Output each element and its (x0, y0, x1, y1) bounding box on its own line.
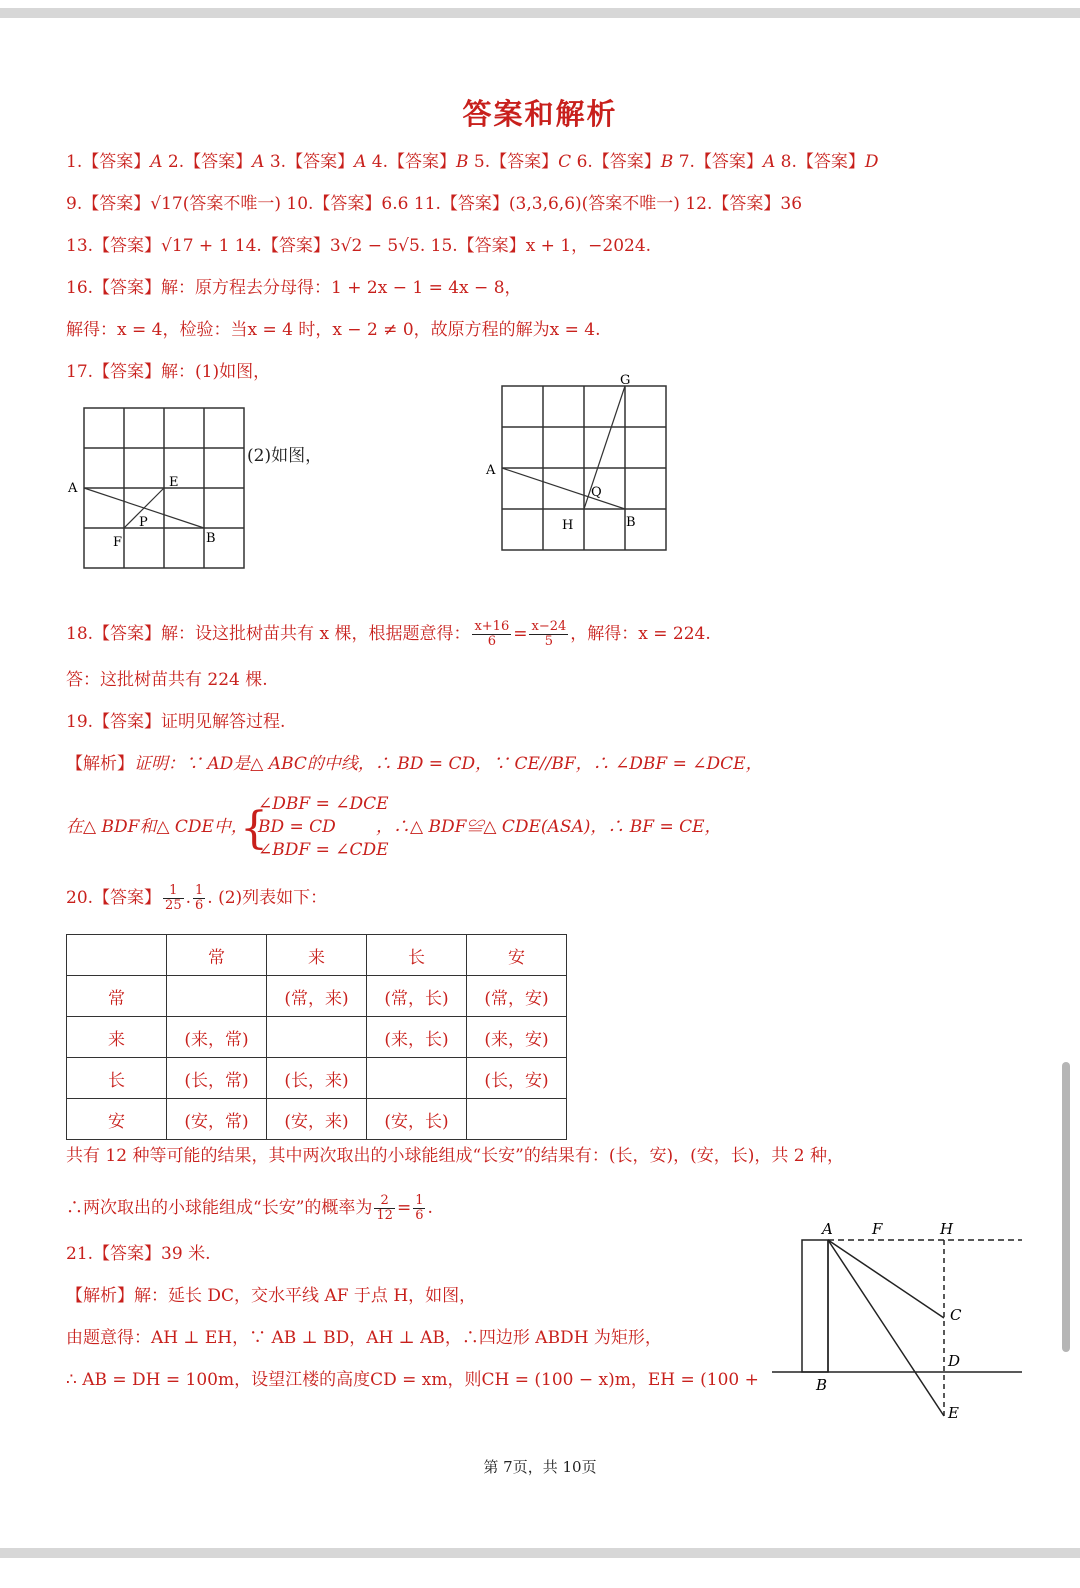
table-header-cell (67, 935, 167, 976)
fraction: $\frac{1}{6}$ (415, 1193, 424, 1223)
answer-value: 36 (780, 194, 803, 214)
point-label-a: A (68, 481, 78, 496)
answer-label: 15.【答案】 (430, 236, 526, 256)
answers-line-3 (66, 234, 651, 258)
answer-label: 14.【答案】 (234, 236, 330, 256)
grid-figure-2 (478, 370, 678, 560)
table-header-row (67, 935, 567, 976)
table-cell: (常，长) (367, 976, 467, 1017)
table-cell: (长，常) (167, 1058, 267, 1099)
answer-value: x + 1，−2024. (525, 236, 652, 256)
table-cell: (常，来) (267, 976, 367, 1017)
table-row (67, 1017, 567, 1058)
building-figure (772, 1210, 1032, 1420)
answer-text: . (2)列表如下： (207, 888, 328, 908)
point-label-d: D (948, 1352, 961, 1370)
table-cell: (长，来) (267, 1058, 367, 1099)
table-cell: (安，长) (367, 1099, 467, 1140)
table-cell (367, 1058, 467, 1099)
answer-label: 5.【答案】 (473, 152, 559, 172)
answer-21-analysis (66, 1284, 476, 1308)
table-cell: 来 (67, 1017, 167, 1058)
table-header-cell: 安 (467, 935, 567, 976)
outcome-table (66, 934, 567, 1140)
answer-17-part2: (2)如图， (247, 446, 323, 466)
answer-19-pre: 在△ BDF和△ CDE中， (66, 817, 248, 837)
fraction: $\frac{x-24}{5}$ (531, 619, 567, 649)
system-eq-3: ∠BDF = ∠CDE (258, 840, 389, 860)
answer-label: 3.【答案】 (269, 152, 355, 172)
answer-label: 11.【答案】 (413, 194, 509, 214)
table-header-cell: 长 (367, 935, 467, 976)
bottom-bar (0, 1548, 1080, 1558)
table-cell: 长 (67, 1058, 167, 1099)
answer-label: 2.【答案】 (167, 152, 253, 172)
answer-text: 39 米. (161, 1244, 211, 1264)
point-label-h: H (562, 518, 574, 533)
answer-21-step: ∴ AB = DH = 100m，设望江楼的高度CD = xm，则CH = (100 − x)m，EH = (100 + (66, 1370, 759, 1390)
answer-value: A (354, 152, 367, 172)
answer-value: C (558, 152, 572, 172)
answer-21-step: 由题意得：AH ⊥ EH，∵ AB ⊥ BD，AH ⊥ AB，∴四边形 ABDH 为矩形， (66, 1328, 662, 1348)
answer-label: 8.【答案】 (780, 152, 865, 172)
answer-label: 16.【答案】 (66, 278, 162, 298)
top-bar (0, 8, 1080, 18)
answer-value: (3,3,6,6)(答案不唯一) (508, 194, 680, 214)
point-label-p: P (139, 515, 148, 530)
answer-value: B (456, 152, 469, 172)
table-cell: (来，安) (467, 1017, 567, 1058)
table-header-cell: 来 (267, 935, 367, 976)
point-label-a: A (822, 1220, 833, 1238)
answer-label: 20.【答案】 (66, 888, 162, 908)
answer-19-post: ，∴△ BDF≌△ CDE(ASA)，∴ BF = CE， (376, 817, 722, 837)
table-cell: 常 (67, 976, 167, 1017)
answers-line-2 (66, 192, 802, 216)
answer-20-probability: ∴两次取出的小球能组成“长安”的概率为 $\frac{2}{12}$ = $\frac{1}{6}$ . (66, 1193, 433, 1223)
point-label-e: E (948, 1404, 959, 1420)
table-cell: (常，安) (467, 976, 567, 1017)
system-eq-2: BD = CD (258, 817, 336, 837)
answer-label: 19.【答案】 (66, 712, 162, 732)
table-cell: (安，常) (167, 1099, 267, 1140)
answer-18: 18.【答案】解：设这批树苗共有 x 棵，根据题意得： $\frac{x+16}{6}$ = $\frac{x-24}{5}$ ，解得：x = 224. (66, 619, 711, 649)
answer-value: D (864, 152, 879, 172)
fraction: $\frac{x+16}{6}$ (474, 619, 510, 649)
point-label-q: Q (591, 485, 602, 500)
answer-text: ∴两次取出的小球能组成“长安”的概率为 (66, 1198, 373, 1218)
table-cell (167, 976, 267, 1017)
answer-label: 1.【答案】 (66, 152, 151, 172)
answer-text: 解：原方程去分母得：1 + 2x − 1 = 4x − 8， (161, 278, 522, 298)
answer-value: B (660, 152, 674, 172)
point-label-g: G (620, 373, 631, 388)
answer-value: A (150, 152, 163, 172)
table-cell (467, 1099, 567, 1140)
answer-text: 证明见解答过程. (161, 712, 286, 732)
brace: { (240, 803, 268, 854)
answer-label: 6.【答案】 (576, 152, 661, 172)
point-label-h: H (940, 1220, 954, 1238)
answer-20-outcomes: 共有 12 种等可能的结果，其中两次取出的小球能组成“长安”的结果有：(长，安)，(安，长)，共 2 种， (66, 1146, 844, 1166)
answer-text: ，解得：x = 224. (570, 624, 711, 644)
answer-label: 12.【答案】 (685, 194, 781, 214)
point-label-a: A (486, 463, 496, 478)
answer-text: 解：设这批树苗共有 x 棵，根据题意得： (161, 624, 471, 644)
table-header-cell: 常 (167, 935, 267, 976)
page-title: 答案和解析 (462, 97, 618, 131)
answer-17 (66, 360, 270, 384)
answer-value: √17 + 1 (161, 236, 230, 256)
grid-figure-1 (60, 400, 260, 580)
fraction: $\frac{1}{6}$ (195, 883, 204, 913)
answers-line-1 (66, 150, 879, 174)
table-cell: (长，安) (467, 1058, 567, 1099)
table-row (67, 1058, 567, 1099)
table-cell: (安，来) (267, 1099, 367, 1140)
answer-20: 20.【答案】 $\frac{1}{25}$ . $\frac{1}{6}$ . (2)列表如下： (66, 883, 328, 913)
analysis-label: 【解析】 (66, 754, 134, 774)
answer-19-analysis (66, 752, 763, 776)
answer-text: 解：(1)如图， (161, 362, 271, 382)
analysis-text: 证明：∵ AD是△ ABC的中线，∴ BD = CD，∵ CE//BF，∴ ∠DBF = ∠DCE， (134, 754, 763, 774)
answer-value: A (252, 152, 265, 172)
answer-16 (66, 276, 522, 300)
point-label-b: B (816, 1376, 828, 1394)
scrollbar-thumb[interactable] (1062, 1062, 1070, 1352)
answer-label: 17.【答案】 (66, 362, 162, 382)
answer-label: 9.【答案】 (66, 194, 151, 214)
fraction: $\frac{1}{25}$ (165, 883, 182, 913)
answer-value: A (762, 152, 776, 172)
answer-label: 18.【答案】 (66, 624, 162, 644)
page-footer: 第 7页，共 10页 (483, 1458, 597, 1476)
answer-value: 6.6 (381, 194, 409, 214)
point-label-e: E (169, 475, 179, 490)
table-cell (267, 1017, 367, 1058)
table-cell: (来，常) (167, 1017, 267, 1058)
analysis-text: 解：延长 DC，交水平线 AF 于点 H，如图， (134, 1286, 477, 1306)
analysis-label: 【解析】 (66, 1286, 134, 1306)
point-label-f: F (113, 535, 123, 550)
answer-value: 3√2 − 5√5. (329, 236, 426, 256)
table-cell: 安 (67, 1099, 167, 1140)
answer-value: √17(答案不唯一) (150, 194, 281, 214)
answer-16-solution: 解得：x = 4，检验：当x = 4 时，x − 2 ≠ 0，故原方程的解为x = 4. (66, 320, 601, 340)
answer-21 (66, 1242, 211, 1266)
table-row (67, 1099, 567, 1140)
point-label-f: F (872, 1220, 883, 1238)
answer-label: 10.【答案】 (286, 194, 382, 214)
table-cell: (来，长) (367, 1017, 467, 1058)
answer-18-conclusion: 答：这批树苗共有 224 棵. (66, 670, 268, 690)
answer-label: 21.【答案】 (66, 1244, 162, 1264)
point-label-c: C (950, 1306, 962, 1324)
point-label-b: B (626, 515, 636, 530)
system-eq-1: ∠DBF = ∠DCE (258, 794, 389, 814)
fraction: $\frac{2}{12}$ (376, 1193, 393, 1223)
answer-19 (66, 710, 285, 734)
point-label-b: B (206, 531, 216, 546)
answer-label: 7.【答案】 (678, 152, 763, 172)
answer-label: 4.【答案】 (371, 152, 456, 172)
table-row (67, 976, 567, 1017)
answer-label: 13.【答案】 (66, 236, 162, 256)
